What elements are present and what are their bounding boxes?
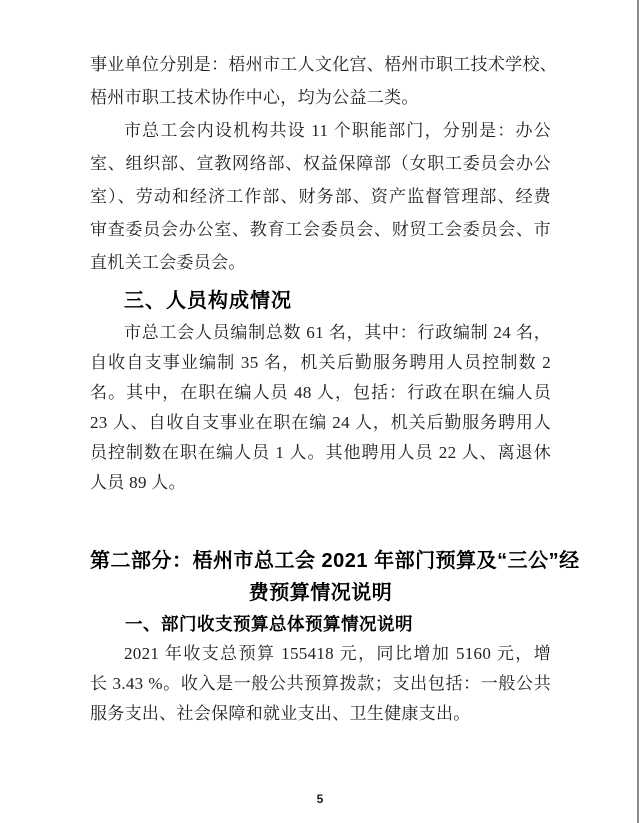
text-line: 市总工会人员编制总数 61 名，其中：行政编制 24 名，: [124, 323, 551, 342]
text-column: [90, 48, 580, 729]
text-line: 自收自支事业编制 35 名，机关后勤服务聘用人员控制数 2: [90, 353, 551, 372]
text-line: 直机关工会委员会。: [90, 253, 246, 272]
budget-overview-heading: 一、部门收支预算总体预算情况说明: [125, 614, 413, 634]
heading-line: 费预算情况说明: [248, 582, 393, 604]
continuation-paragraph: [90, 48, 558, 114]
text-line: 2021 年收支总预算 155418 元，同比增加 5160 元，增: [124, 644, 551, 663]
page-right-edge-divider: [637, 0, 639, 823]
personnel-paragraph: [90, 318, 551, 498]
text-line: 服务支出、社会保障和就业支出、卫生健康支出。: [90, 704, 471, 723]
part2-section-heading: [90, 545, 580, 609]
text-line: 梧州市职工技术协作中心，均为公益二类。: [90, 88, 419, 107]
text-line: 名。其中，在职在编人员 48 人，包括：行政在职在编人员: [90, 383, 551, 402]
text-line: 长 3.43 %。收入是一般公共预算拨款；支出包括：一般公共: [90, 674, 551, 693]
text-line: 审查委员会办公室、教育工会委员会、财贸工会委员会、市: [90, 220, 551, 239]
page-number: 5: [316, 792, 324, 806]
text-line: 事业单位分别是：梧州市工人文化宫、梧州市职工技术学校、: [90, 55, 558, 74]
text-line: 人员 89 人。: [90, 473, 186, 492]
heading-line: 第二部分：梧州市总工会 2021 年部门预算及“三公”经: [90, 550, 580, 572]
text-line: 室、组织部、宣教网络部、权益保障部（女职工委员会办公: [90, 154, 551, 173]
text-line: 室）、劳动和经济工作部、财务部、资产监督管理部、经费: [90, 187, 551, 206]
text-line: 23 人、自收自支事业在职在编 24 人，机关后勤服务聘用人: [90, 413, 551, 432]
text-line: 员控制数在职在编人员 1 人。其他聘用人员 22 人、离退休: [90, 443, 551, 462]
text-line: 市总工会内设机构共设 11 个职能部门，分别是：办公: [124, 121, 551, 140]
budget-paragraph: [90, 639, 551, 729]
personnel-section-heading: 三、人员构成情况: [124, 290, 292, 312]
departments-paragraph: [90, 114, 551, 279]
